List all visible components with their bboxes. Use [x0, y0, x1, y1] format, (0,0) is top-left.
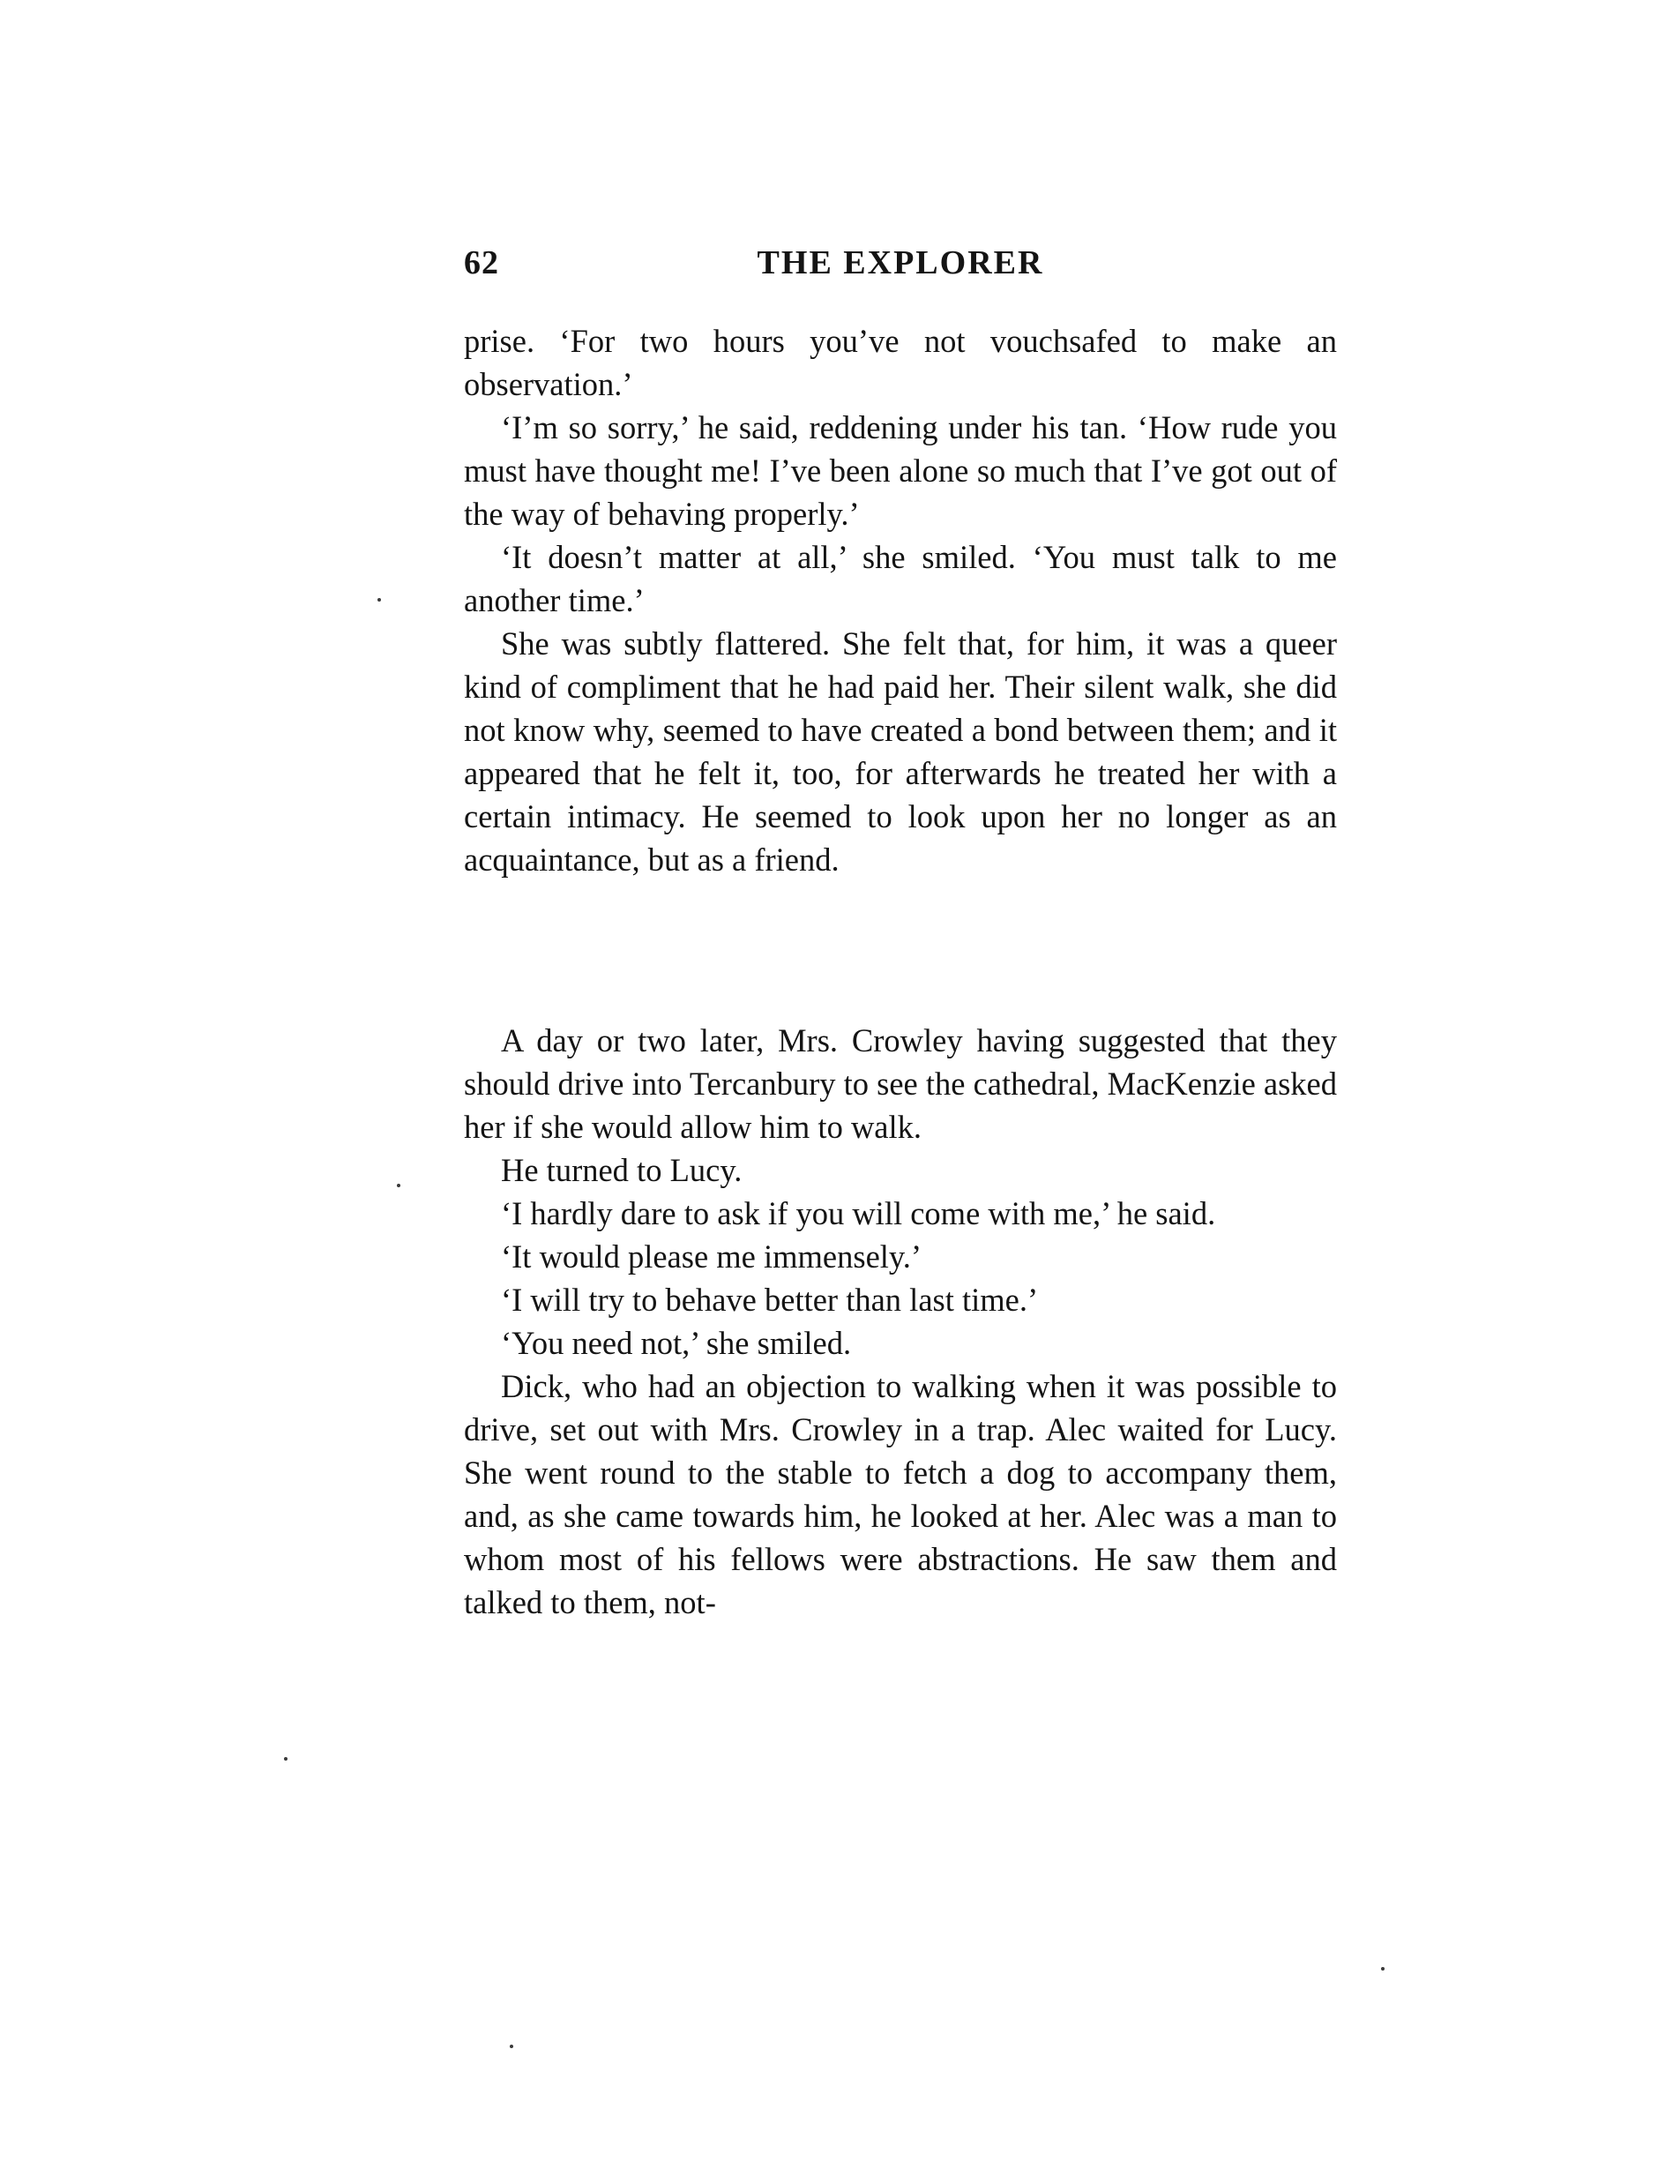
paragraph: ‘It doesn’t matter at all,’ she smiled. ‘You must talk to me another time.’: [464, 539, 1337, 618]
paragraph: prise. ‘For two hours you’ve not vouchsafed to make an observation.’: [464, 323, 1337, 402]
paragraph: ‘I will try to behave better than last time.’: [501, 1282, 1039, 1318]
paragraph: ‘You need not,’ she smiled.: [501, 1325, 852, 1361]
text-section-2: [464, 1019, 1337, 1624]
paragraph: She was subtly flattered. She felt that, for him, it was a queer kind of compliment that he had paid her. Their silent walk, she did not know why, seemed to have created a bond between them; and it appeared that he felt it, too, for afterwards he treated her with a certain intimacy. He seemed to look upon her no longer as an acquaintance, but as a friend.: [464, 625, 1337, 878]
paragraph: Dick, who had an objection to walking when it was possible to drive, set out with Mrs. Crowley in a trap. Alec waited for Lucy. She went round to the stable to fetch a dog to accompany them, and, as she came towards him, he looked at her. Alec was a man to whom most of his fellows were abstractions. He saw them and talked to them, not-: [464, 1368, 1337, 1620]
page-header: [464, 243, 1337, 296]
paragraph: A day or two later, Mrs. Crowley having suggested that they should drive into Tercanbury to see the cathedral, MacKenzie asked her if she would allow him to walk.: [464, 1022, 1338, 1145]
text-section-1: [464, 319, 1337, 881]
paragraph: He turned to Lucy.: [501, 1152, 743, 1188]
scan-speck: [510, 2045, 513, 2048]
paragraph: ‘I’m so sorry,’ he said, reddening under his tan. ‘How rude you must have thought me! I’ve been alone so much that I’ve got out of the way of behaving properly.’: [464, 409, 1337, 532]
page-number: 62: [464, 244, 499, 281]
scan-speck: [397, 1184, 400, 1187]
scan-speck: [377, 598, 381, 602]
scan-speck: [284, 1757, 287, 1761]
paragraph: ‘It would please me immensely.’: [501, 1238, 922, 1275]
scan-speck: [1381, 1967, 1385, 1971]
running-title: THE EXPLORER: [757, 244, 1044, 281]
paragraph: ‘I hardly dare to ask if you will come with me,’ he said.: [501, 1195, 1216, 1231]
